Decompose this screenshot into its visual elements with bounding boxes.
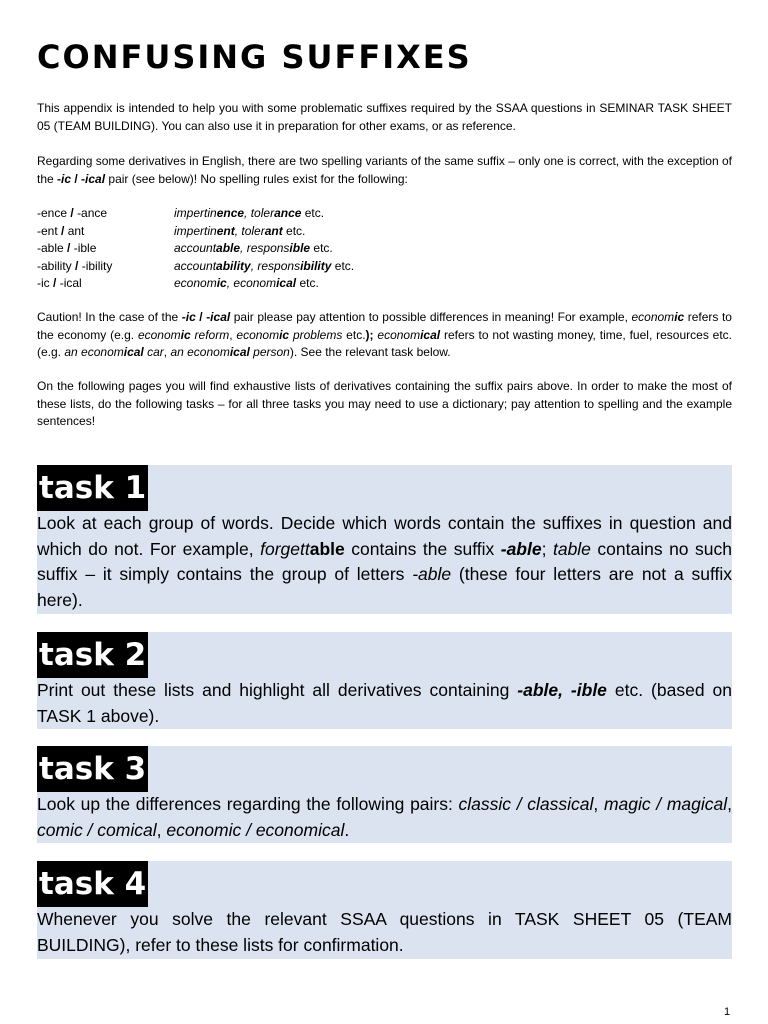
suffix-row: -ence / -ance impertinence, tolerance etc. — [37, 206, 325, 220]
task-2-box — [37, 632, 732, 729]
task-2-label: task 2 — [37, 632, 148, 678]
task-1-label: task 1 — [37, 465, 148, 511]
suffix-row: -ent / ant impertinent, tolerant etc. — [37, 223, 306, 238]
suffix-row: -able / -ible accountable, responsible etc. — [37, 241, 333, 255]
task-3-text: Look up the differences regarding the following pairs: classic / classical, magic / magical, comic / comical, economic / economical. — [37, 794, 732, 840]
caution-paragraph: Caution! In the case of the -ic / -ical pair please pay attention to possible differences in meaning! For example, economic refers to the economy (e.g. economic reform, economic problems etc.); economical refers to not wasting money, time, fuel, resources etc. (e.g. an economical car, an economical person). See the relevant task below. — [37, 310, 733, 359]
suffix-list — [37, 205, 354, 293]
task-1-box — [37, 465, 732, 614]
page-number: 1 — [724, 1006, 731, 1018]
task-3-box — [37, 746, 732, 843]
task-4-label: task 4 — [37, 861, 148, 907]
page-title: CONFUSING SUFFIXES — [37, 38, 472, 76]
task-4-box — [37, 861, 732, 959]
task-2-text: Print out these lists and highlight all derivatives containing -able, -ible etc. (based on TASK 1 above). — [37, 680, 732, 726]
task-3-label: task 3 — [37, 746, 148, 792]
task-4-text: Whenever you solve the relevant SSAA questions in TASK SHEET 05 (TEAM BUILDING), refer to these lists for confirmation. — [37, 909, 732, 955]
task-1-text: Look at each group of words. Decide which words contain the suffixes in question and which do not. For example, forgettable contains the suffix -able; table contains no such suffix – it simply contains the group of letters -able (these four letters are not a suffix here). — [37, 513, 732, 610]
intro-paragraph: This appendix is intended to help you with some problematic suffixes required by the SSAA questions in SEMINAR TASK SHEET 05 (TEAM BUILDING). You can also use it in preparation for other exams, or as reference. — [37, 101, 732, 133]
lists-paragraph: On the following pages you will find exhaustive lists of derivatives containing the suffix pairs above. In order to make the most of these lists, do the following tasks – for all three tasks you may need to use a dictionary; pay attention to spelling and the example sentences! — [37, 379, 732, 428]
spelling-variants-paragraph: Regarding some derivatives in English, there are two spelling variants of the same suffix – only one is correct, with the exception of the -ic / -ical pair (see below)! No spelling rules exist for the following: — [37, 154, 732, 186]
suffix-row: -ic / -ical economic, economical etc. — [37, 276, 319, 290]
suffix-row: -ability / -ibility accountability, responsibility etc. — [37, 258, 355, 273]
